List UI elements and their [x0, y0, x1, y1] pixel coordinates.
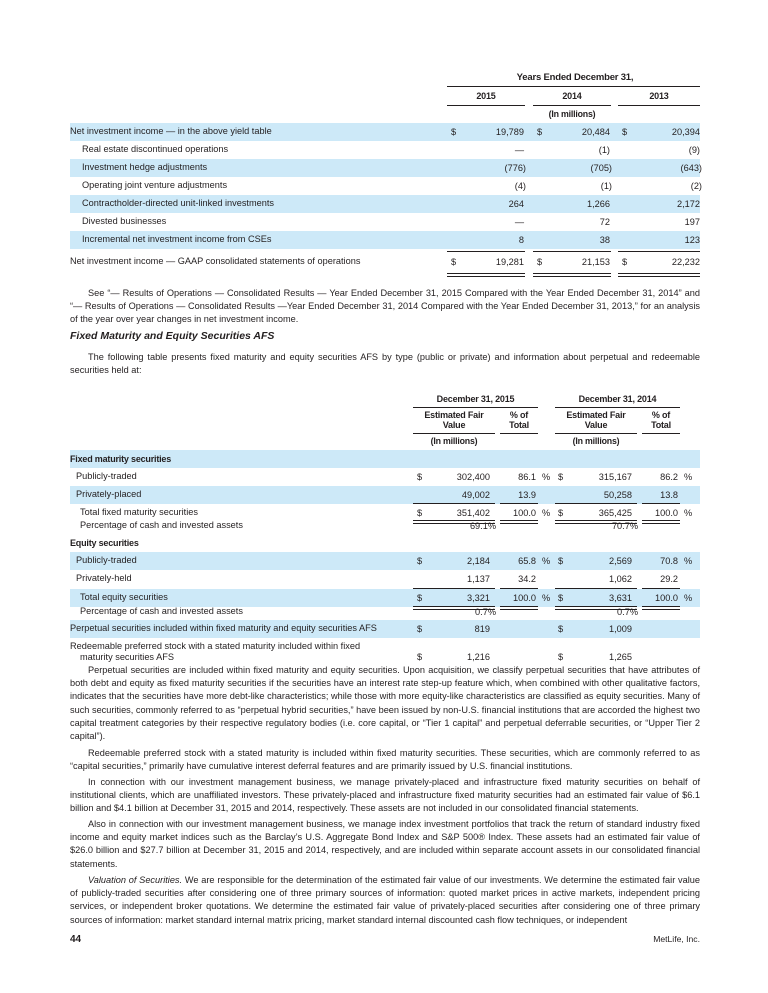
value-2015: 8: [518, 235, 524, 245]
paragraph-text: Redeemable preferred stock with a stated maturity is included within fixed maturity securities. These securities, which are commonly referred to as “capital securities,” primarily have cumulative interest deferral features and are primarily issued by U.S. financial institutions.: [70, 748, 700, 772]
value-2015: (776): [504, 163, 526, 173]
currency-symbol: $: [537, 257, 543, 267]
value-2014: 0.7%: [617, 607, 638, 617]
intro-paragraph: [70, 351, 700, 377]
value-2015: 19,789: [495, 127, 524, 137]
value-2014: 3,631: [609, 593, 632, 603]
section-title: Fixed Maturity and Equity Securities AFS: [70, 330, 275, 342]
redeemable-preferred-paragraph: [70, 747, 700, 773]
perpetual-securities-paragraph: [70, 664, 700, 743]
pct-2014: 13.8: [660, 490, 678, 500]
row-label: Publicly-traded: [76, 471, 137, 481]
pct-symbol: %: [684, 593, 693, 603]
table-row-total: [70, 253, 700, 271]
value-2014: 365,425: [598, 508, 632, 518]
row-label: Perpetual securities included within fixed maturity and equity securities AFS: [70, 623, 377, 633]
paragraph-text: We are responsible for the determination of the estimated fair value of our investments. We determine the estimated fair value of publicly-traded securities after considering one of three primary sources of information: quoted market prices in active markets, independent pricing services, or independent broker quotations. We determine the estimated fair value of privately-placed securities after considering one of three primary sources of information: market standard internal matrix pricing, market standard internal discounted cash flow techniques, or independent: [70, 875, 700, 925]
value-2014: 70.7%: [611, 521, 638, 531]
value-2013: 2,172: [677, 199, 700, 209]
paragraph-text: In connection with our investment management business, we manage privately-placed and infrastructure fixed maturity securities on behalf of institutional clients, which are unaffiliated investors. These privately-placed and infrastructure fixed maturity securities had an estimated fair value of $6.1 billion and $4.1 billion at December 31, 2015 and 2014, respectively. These assets are not included in our consolidated financial statements.: [70, 777, 700, 814]
value-2015: 1,137: [467, 574, 490, 584]
divider: [533, 251, 611, 252]
pct-symbol: %: [684, 508, 693, 518]
index-portfolios-paragraph: [70, 818, 700, 871]
value-2015: 69.1%: [469, 521, 496, 531]
period-header-2014: December 31, 2014: [578, 394, 657, 404]
currency-symbol: $: [558, 472, 564, 482]
paragraph-text: Also in connection with our investment management business, we manage index investment portfolios that track the return of standard industry fixed income and equity market indices such as the Barclay’s U.S. Aggregate Bond Index and S&P 500® Index. These assets had an estimated fair value of $26.0 billion and $27.7 billion at December 31, 2015 and 2014, respectively, and are included within separate account assets in our consolidated financial statements.: [70, 819, 700, 869]
row-label: Equity securities: [70, 538, 139, 548]
pct-2014: 86.2: [660, 472, 678, 482]
value-2014: 1,266: [587, 199, 610, 209]
row-label: Fixed maturity securities: [70, 454, 172, 464]
currency-symbol: $: [451, 127, 457, 137]
value-2015: 19,281: [495, 257, 524, 267]
col-pct-total-2015: [500, 410, 538, 430]
table-row: [70, 517, 700, 535]
value-2015: 49,002: [461, 490, 490, 500]
currency-symbol: $: [622, 257, 628, 267]
header-line: Value: [584, 420, 608, 430]
row-label: Net investment income — in the above yield table: [70, 126, 272, 136]
units-label-2015: (In millions): [430, 436, 478, 446]
section-header-fixed-maturity: [70, 450, 700, 468]
units-label-2014: (In millions): [572, 436, 620, 446]
header-line: Estimated Fair: [424, 410, 484, 420]
currency-symbol: $: [558, 508, 564, 518]
pct-2015: 65.8: [518, 556, 536, 566]
pct-2014: 29.2: [660, 574, 678, 584]
header-line: Total: [651, 420, 671, 430]
pct-symbol: %: [684, 556, 693, 566]
value-2015: 264: [508, 199, 524, 209]
table-row: [70, 177, 700, 195]
table-row: [70, 570, 700, 588]
value-2014: 1,265: [609, 652, 632, 662]
value-2015: 302,400: [456, 472, 490, 482]
table-row: [70, 195, 700, 213]
header-line: Total: [509, 420, 529, 430]
row-label: Investment hedge adjustments: [82, 162, 208, 172]
row-label: Net investment income — GAAP consolidated statements of operations: [70, 256, 361, 266]
year-header-2013: 2013: [649, 91, 669, 101]
divider: [618, 105, 700, 106]
value-2015: 2,184: [467, 556, 490, 566]
value-2014: 38: [599, 235, 610, 245]
row-label: Percentage of cash and invested assets: [80, 520, 243, 530]
page-number: 44: [70, 934, 82, 945]
currency-symbol: $: [558, 593, 564, 603]
value-2014: (1): [600, 181, 612, 191]
header-line: Estimated Fair: [566, 410, 626, 420]
divider: [618, 251, 700, 252]
table-row: [70, 486, 700, 504]
row-label: [70, 641, 360, 663]
value-2013: 22,232: [671, 257, 700, 267]
value-2015: 1,216: [467, 652, 490, 662]
pct-symbol: %: [542, 556, 551, 566]
value-2013: (2): [690, 181, 702, 191]
currency-symbol: $: [451, 257, 457, 267]
col-pct-total-2014: [642, 410, 680, 430]
row-label: Privately-held: [76, 573, 132, 583]
table-row: [70, 159, 700, 177]
table-row: [70, 141, 700, 159]
period-header-2015: December 31, 2015: [436, 394, 515, 404]
divider: [447, 251, 525, 252]
units-label: (In millions): [548, 109, 596, 119]
currency-symbol: $: [558, 556, 564, 566]
currency-symbol: $: [417, 624, 423, 634]
pct-2015: 100.0: [513, 593, 536, 603]
divider: [500, 433, 538, 434]
divider: [533, 105, 611, 106]
company-name: MetLife, Inc.: [653, 934, 700, 944]
value-2013: 123: [684, 235, 700, 245]
divider: [555, 407, 680, 408]
paragraph-text: The following table presents fixed maturity and equity securities AFS by type (public or private) and information about perpetual and redeemable securities held at:: [70, 352, 700, 376]
row-label: Divested businesses: [82, 216, 167, 226]
value-2014: (1): [598, 145, 610, 155]
value-2013: 20,394: [671, 127, 700, 137]
pct-2014: 100.0: [655, 508, 678, 518]
double-rule: [618, 273, 700, 277]
value-2015: 0.7%: [475, 607, 496, 617]
value-2015: 819: [474, 624, 490, 634]
double-rule: [447, 273, 525, 277]
pct-2015: 86.1: [518, 472, 536, 482]
currency-symbol: $: [417, 508, 423, 518]
header-line: % of: [651, 410, 671, 420]
value-2013: (9): [688, 145, 700, 155]
double-rule: [533, 273, 611, 277]
divider: [413, 433, 495, 434]
table-row: [70, 603, 700, 621]
divider: [555, 433, 637, 434]
pct-symbol: %: [542, 593, 551, 603]
value-2014: 315,167: [598, 472, 632, 482]
value-2015: (4): [514, 181, 526, 191]
pct-2014: 70.8: [660, 556, 678, 566]
divider: [413, 407, 538, 408]
divider: [447, 105, 525, 106]
pct-2014: 100.0: [655, 593, 678, 603]
col-fair-value-2015: [413, 410, 495, 430]
value-2014: 50,258: [603, 490, 632, 500]
value-2015: —: [514, 217, 524, 227]
section-header-equity: [70, 534, 700, 552]
row-label: Percentage of cash and invested assets: [80, 606, 243, 616]
value-2014: 20,484: [581, 127, 610, 137]
valuation-paragraph: [70, 874, 700, 927]
row-label: Publicly-traded: [76, 555, 137, 565]
value-2014: 1,009: [609, 624, 632, 634]
pct-symbol: %: [542, 508, 551, 518]
pct-2015: 34.2: [518, 574, 536, 584]
row-label: Real estate discontinued operations: [82, 144, 229, 154]
table-row: [70, 213, 700, 231]
table-row: [70, 231, 700, 249]
year-header-2015: 2015: [476, 91, 496, 101]
table-row: [70, 123, 700, 141]
row-label: Total equity securities: [80, 592, 168, 602]
col-fair-value-2014: [555, 410, 637, 430]
value-2015: —: [514, 145, 524, 155]
pct-symbol: %: [684, 472, 693, 482]
table1-group-header: Years Ended December 31,: [516, 72, 634, 83]
value-2013: 197: [684, 217, 700, 227]
value-2014: 1,062: [609, 574, 632, 584]
currency-symbol: $: [558, 624, 564, 634]
pct-2015: 100.0: [513, 508, 536, 518]
label-line: Redeemable preferred stock with a stated maturity included within fixed: [70, 641, 361, 651]
divider: [642, 433, 680, 434]
see-results-paragraph: [70, 287, 700, 327]
paragraph-text: See “— Results of Operations — Consolidated Results — Year Ended December 31, 2015 Compared with the Year Ended December 31, 2014” and “— Results of Operations — Consolidated Results —Year Ended December 31, 2014 Compared with the Year Ended December 31, 2013,” for an analysis of the year over year changes in net investment income.: [70, 288, 700, 325]
table-row: [70, 552, 700, 570]
header-line: % of: [509, 410, 529, 420]
label-line: maturity securities AFS: [80, 652, 174, 662]
currency-symbol: $: [417, 593, 423, 603]
value-2015: 351,402: [456, 508, 490, 518]
value-2014: 2,569: [609, 556, 632, 566]
investment-management-paragraph: [70, 776, 700, 816]
pct-symbol: %: [542, 472, 551, 482]
row-label: Total fixed maturity securities: [80, 507, 198, 517]
row-label: Incremental net investment income from CSEs: [82, 234, 272, 244]
header-line: Value: [442, 420, 466, 430]
currency-symbol: $: [537, 127, 543, 137]
currency-symbol: $: [558, 652, 564, 662]
value-2014: 21,153: [581, 257, 610, 267]
row-label: Contractholder-directed unit-linked investments: [82, 198, 275, 208]
pct-2015: 13.9: [518, 490, 536, 500]
divider: [447, 86, 700, 87]
valuation-lead: Valuation of Securities.: [88, 875, 183, 885]
value-2014: 72: [599, 217, 610, 227]
year-header-2014: 2014: [562, 91, 582, 101]
row-label: Operating joint venture adjustments: [82, 180, 228, 190]
table-row: [70, 620, 700, 638]
value-2015: 3,321: [467, 593, 490, 603]
table-row: [70, 638, 700, 666]
currency-symbol: $: [417, 556, 423, 566]
row-label: Privately-placed: [76, 489, 142, 499]
paragraph-text: Perpetual securities are included within fixed maturity and equity securities. Upon acquisition, we classify perpetual securities that have attributes of both debt and equity as fixed maturity securities if the securities have an interest rate step-up feature which, when combined with other qualitative factors, indicates that the securities have more debt-like characteristics; while those with more equity-like characteristics are classified as equity securities. Many of such securities, commonly referred to as “perpetual hybrid securities,” have been issued by non-U.S. financial institutions that are accorded the highest two capital treatment categories by their respective regulatory bodies (i.e. core capital, or “Tier 1 capital” and perpetual deferrable securities, or “Upper Tier 2 capital”).: [70, 665, 700, 742]
currency-symbol: $: [417, 652, 423, 662]
value-2013: (643): [680, 163, 702, 173]
currency-symbol: $: [417, 472, 423, 482]
currency-symbol: $: [622, 127, 628, 137]
table-row: [70, 468, 700, 486]
value-2014: (705): [590, 163, 612, 173]
